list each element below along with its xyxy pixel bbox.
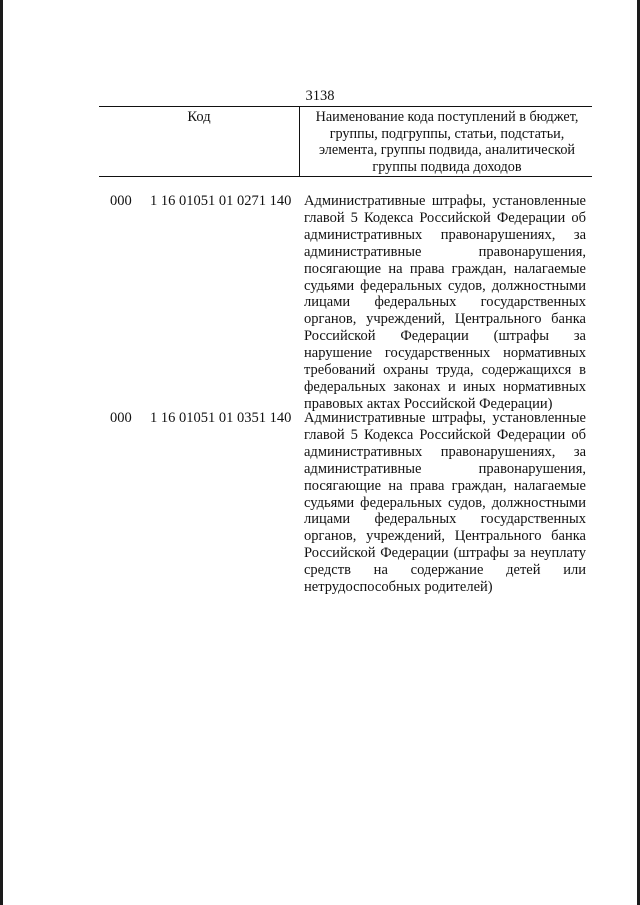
row-description (304, 193, 586, 413)
header-name-line: группы подвида доходов (372, 158, 522, 175)
description-line: лицами федеральных государственных (304, 511, 586, 528)
scan-edge-left (0, 0, 3, 905)
description-line: нарушение государственных нормативных (304, 345, 586, 362)
row-group-code: 000 (110, 410, 132, 426)
row-group-code: 000 (110, 193, 132, 209)
description-line: нетрудоспособных родителей) (304, 579, 493, 596)
description-line: административные правонарушения, (304, 460, 586, 477)
row-budget-code: 1 16 01051 01 0271 140 (150, 193, 292, 209)
description-line: Административные штрафы, установленные (304, 193, 586, 209)
description-line: административных правонарушениях, за (304, 443, 586, 460)
description-line: посягающие на права граждан, налагаемые (304, 477, 586, 494)
header-name-line: группы, подгруппы, статьи, подстатьи, (329, 125, 565, 142)
description-line: судьями федеральных судов, должностными (304, 494, 586, 511)
description-line: федеральных законах и иных нормативных (304, 378, 586, 395)
description-line: административных правонарушениях, за (304, 226, 586, 243)
description-line: лицами федеральных государственных (304, 294, 586, 311)
description-line: административные правонарушения, (304, 243, 586, 260)
header-column-divider (299, 107, 300, 176)
description-line: главой 5 Кодекса Российской Федерации об (304, 426, 586, 443)
header-name-line: Наименование кода поступлений в бюджет, (315, 109, 579, 125)
description-line: средств на содержание детей или (304, 562, 586, 579)
description-line: главой 5 Кодекса Российской Федерации об (304, 209, 586, 226)
description-line: судьями федеральных судов, должностными (304, 277, 586, 294)
description-line: правовых актах Российской Федерации) (304, 395, 553, 412)
page-number: 3138 (305, 88, 335, 104)
header-name-line: элемента, группы подвида, аналитической (318, 142, 576, 158)
row-description (304, 410, 586, 596)
table-header (99, 106, 592, 177)
header-name-label (302, 107, 592, 175)
description-line: Административные штрафы, установленные (304, 410, 586, 426)
description-line: органов, учреждений, Центрального банка (304, 311, 586, 328)
description-line: требований охраны труда, содержащихся в (304, 362, 586, 379)
description-line: Российской Федерации (штрафы за (304, 328, 586, 345)
row-budget-code: 1 16 01051 01 0351 140 (150, 410, 292, 426)
header-code-label: Код (187, 109, 211, 125)
description-line: Российской Федерации (штрафы за неуплату (304, 545, 586, 562)
description-line: органов, учреждений, Центрального банка (304, 528, 586, 545)
description-line: посягающие на права граждан, налагаемые (304, 260, 586, 277)
